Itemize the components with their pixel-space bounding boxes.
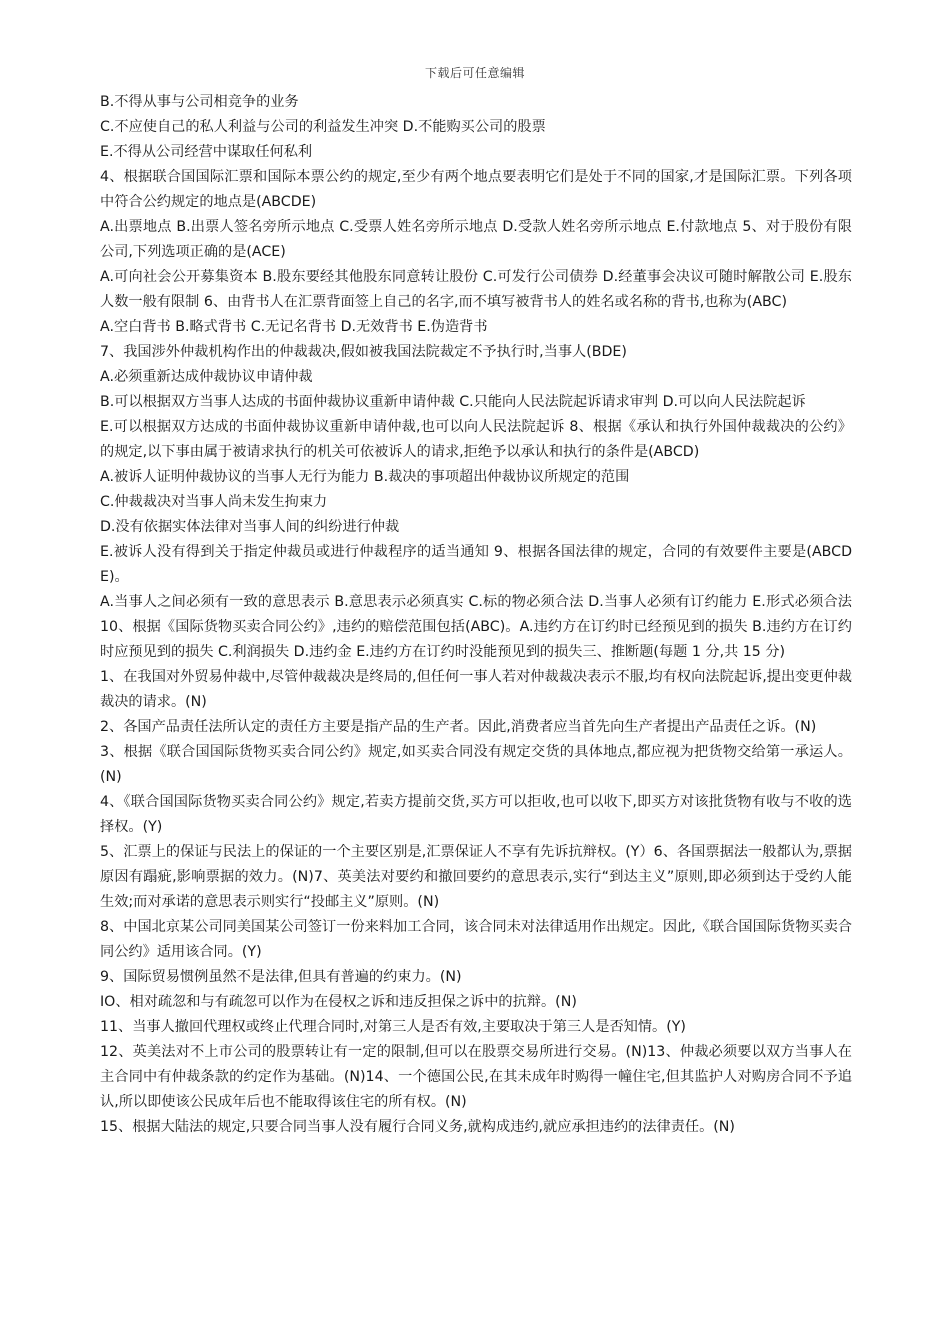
paragraph: E.不得从公司经营中谋取任何私利 (100, 144, 313, 160)
paragraph: 5、汇票上的保证与民法上的保证的一个主要区别是,汇票保证人不享有先诉抗辩权。(Y）6、各国票据法一般都认为,票据原因有蹋疵,影响票据的效力。(N)7、英美法对要约和撤回要约的意思表示,实行“到达主义”原则,即必须到达于受约人能生效;而对承诺的意思表示则实行“投邮主义”原则。(N) (100, 844, 852, 910)
paragraph: 3、根据《联合国国际货物买卖合同公约》规定,如买卖合同没有规定交货的具体地点,都应视为把货物交给第一承运人。(N) (100, 744, 852, 785)
paragraph: A.可向社会公开募集资本 B.股东要经其他股东同意转让股份 C.可发行公司债券 D.经董事会决议可随时解散公司 E.股东人数一般有限制 6、由背书人在汇票背面签上自己的名字,而不填写被背书人的姓名或名称的背书,也称为(ABC) (100, 269, 852, 310)
document-body (100, 90, 852, 1140)
paragraph: A.必须重新达成仲裁协议申请仲裁 (100, 369, 313, 385)
paragraph: IO、相对疏忽和与有疏忽可以作为在侵权之诉和违反担保之诉中的抗辩。(N) (100, 994, 577, 1010)
paragraph: A.出票地点 B.出票人签名旁所示地点 C.受票人姓名旁所示地点 D.受款人姓名旁所示地点 E.付款地点 5、对于股份有限公司,下列选项正确的是(ACE) (100, 219, 852, 260)
paragraph: A.被诉人证明仲裁协议的当事人无行为能力 B.裁决的事项超出仲裁协议所规定的范围 (100, 469, 630, 485)
paragraph: C.不应使自己的私人利益与公司的利益发生冲突 D.不能购买公司的股票 (100, 119, 546, 135)
paragraph: A.空白背书 B.略式背书 C.无记名背书 D.无效背书 E.伪造背书 (100, 319, 488, 335)
paragraph: 7、我国涉外仲裁机构作出的仲裁裁决,假如被我国法院裁定不予执行时,当事人(BDE) (100, 344, 627, 360)
paragraph: 2、各国产品责任法所认定的责任方主要是指产品的生产者。因此,消费者应当首先向生产者提出产品责任之诉。(N) (100, 719, 817, 735)
paragraph: B.可以根据双方当事人达成的书面仲裁协议重新申请仲裁 C.只能向人民法院起诉请求审判 D.可以向人民法院起诉 (100, 394, 806, 410)
paragraph: 4、根据联合国国际汇票和国际本票公约的规定,至少有两个地点要表明它们是处于不同的国家,才是国际汇票。下列各项中符合公约规定的地点是(ABCDE) (100, 169, 852, 210)
paragraph: 11、当事人撤回代理权或终止代理合同时,对第三人是否有效,主要取决于第三人是否知情。(Y) (100, 1019, 686, 1035)
paragraph: 12、英美法对不上市公司的股票转让有一定的限制,但可以在股票交易所进行交易。(N)13、仲裁必须要以双方当事人在主合同中有仲裁条款的约定作为基础。(N)14、一个德国公民,在其未成年时购得一幢住宅,但其监护人对购房合同不予追认,所以即使该公民成年后也不能取得该住宅的所有权。(N) (100, 1044, 852, 1110)
paragraph: A.当事人之间必须有一致的意思表示 B.意思表示必须真实 C.标的物必须合法 D.当事人必须有订约能力 E.形式必须合法 10、根据《国际货物买卖合同公约》,违约的赔偿范围包括(ABC)。A.违约方在订约时已经预见到的损失 B.违约方在订约时应预见到的损失 C.利润损失 D.违约金 E.违约方在订约时没能预见到的损失三、推断题(每题 1 分,共 15 分) (100, 594, 852, 660)
paragraph: 1、在我国对外贸易仲裁中,尽管仲裁裁决是终局的,但任何一事人若对仲裁裁决表示不服,均有权向法院起诉,提出变更仲裁裁决的请求。(N) (100, 669, 852, 710)
paragraph: 4、《联合国国际货物买卖合同公约》规定,若卖方提前交货,买方可以拒收,也可以收下,即买方对该批货物有收与不收的选择权。(Y) (100, 794, 852, 835)
paragraph: C.仲裁裁决对当事人尚未发生拘束力 (100, 494, 328, 510)
paragraph: 15、根据大陆法的规定,只要合同当事人没有履行合同义务,就构成违约,就应承担违约的法律责任。(N) (100, 1119, 735, 1135)
paragraph: E.被诉人没有得到关于指定仲裁员或进行仲裁程序的适当通知 9、根据各国法律的规定，合同的有效要件主要是(ABCDE)。 (100, 544, 852, 585)
paragraph: D.没有依据实体法律对当事人间的纠纷进行仲裁 (100, 519, 400, 535)
page-header: 下载后可任意编辑 (424, 66, 525, 80)
paragraph: 8、中国北京某公司同美国某公司签订一份来料加工合同，该合同未对法律适用作出规定。因此,《联合国国际货物买卖合同公约》适用该合同。(Y) (100, 919, 852, 960)
paragraph: E.可以根据双方达成的书面仲裁协议重新申请仲裁,也可以向人民法院起诉 8、根据《承认和执行外国仲裁裁决的公约》的规定,以下事由属于被请求执行的机关可依被诉人的请求,拒绝予以承认和执行的条件是(ABCD) (100, 419, 852, 460)
paragraph: 9、国际贸易惯例虽然不是法律,但具有普遍的约束力。(N) (100, 969, 462, 985)
paragraph: B.不得从事与公司相竞争的业务 (100, 94, 299, 110)
